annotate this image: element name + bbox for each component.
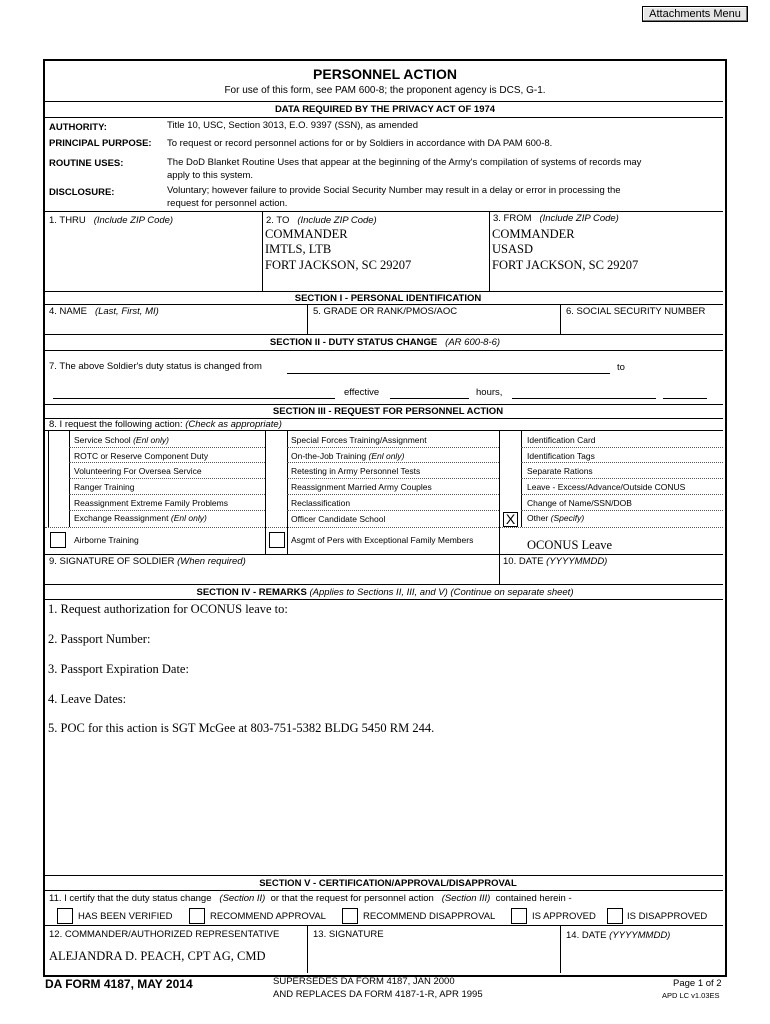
to-field-label: 2. TO (Include ZIP Code) xyxy=(266,215,377,226)
checkbox-reassign-family[interactable] xyxy=(50,495,67,509)
option-recommend-approval: RECOMMEND APPROVAL xyxy=(210,911,326,922)
option-reclassification: Reclassification xyxy=(291,498,351,508)
status-from-field[interactable] xyxy=(287,373,610,374)
checkbox-recommend-disapproval[interactable] xyxy=(342,908,358,924)
soldier-signature-label: 9. SIGNATURE OF SOLDIER (When required) xyxy=(49,556,246,567)
attachments-menu-button[interactable]: Attachments Menu xyxy=(642,6,748,22)
disclosure-label: DISCLOSURE: xyxy=(49,187,115,198)
checkbox-service-school[interactable] xyxy=(50,432,67,446)
checkbox-name-change[interactable] xyxy=(502,495,519,509)
privacy-act-header: DATA REQUIRED BY THE PRIVACY ACT OF 1974 xyxy=(274,104,496,115)
remark-line-1: 1. Request authorization for OCONUS leave to: xyxy=(48,602,288,616)
grade-field-label: 5. GRADE OR RANK/PMOS/AOC xyxy=(313,306,458,317)
option-exchange: Exchange Reassignment (Enl only) xyxy=(74,513,207,523)
hours-field[interactable] xyxy=(512,398,656,399)
to-line-1: COMMANDER xyxy=(265,227,348,241)
option-married-couples: Reassignment Married Army Couples xyxy=(291,482,432,492)
option-leave-excess: Leave - Excess/Advance/Outside CONUS xyxy=(527,482,686,492)
option-recommend-disapproval: RECOMMEND DISAPPROVAL xyxy=(363,911,496,922)
item-8-text: 8. I request the following action: (Check as appropriate) xyxy=(49,419,282,430)
option-retesting: Retesting in Army Personnel Tests xyxy=(291,466,421,476)
routine-uses-text-2: apply to this system. xyxy=(167,170,254,181)
ssn-field[interactable] xyxy=(562,318,720,333)
section-4-header: SECTION IV - REMARKS (Applies to Sections II, III, and V) (Continue on separate sheet) xyxy=(196,587,574,598)
option-name-change: Change of Name/SSN/DOB xyxy=(527,498,632,508)
hours-word: hours, xyxy=(476,387,503,398)
disclosure-text-2: request for personnel action. xyxy=(167,198,288,209)
checkbox-exceptional-family[interactable] xyxy=(269,532,285,548)
checkbox-ocs[interactable] xyxy=(268,511,285,525)
section-3-header: SECTION III - REQUEST FOR PERSONNEL ACTION xyxy=(272,406,504,417)
checkbox-id-tags[interactable] xyxy=(502,448,519,462)
remark-line-2: 2. Passport Number: xyxy=(48,632,151,646)
effective-word: effective xyxy=(344,387,380,398)
grade-field[interactable] xyxy=(309,318,557,333)
supersedes-line-1: SUPERSEDES DA FORM 4187, JAN 2000 xyxy=(273,976,455,987)
soldier-signature-field[interactable] xyxy=(46,568,496,583)
checkbox-has-been-verified[interactable] xyxy=(57,908,73,924)
checkbox-married-couples[interactable] xyxy=(268,479,285,493)
checkbox-recommend-approval[interactable] xyxy=(189,908,205,924)
checkbox-is-disapproved[interactable] xyxy=(607,908,623,924)
option-special-forces: Special Forces Training/Assignment xyxy=(291,435,427,445)
checkbox-rations[interactable] xyxy=(502,463,519,477)
thru-field[interactable] xyxy=(46,228,260,288)
option-other: Other (Specify) xyxy=(527,513,585,523)
remark-line-3: 3. Passport Expiration Date: xyxy=(48,662,189,676)
checkbox-reclassification[interactable] xyxy=(268,495,285,509)
option-ocs: Officer Candidate School xyxy=(291,514,386,524)
section-2-header: SECTION II - DUTY STATUS CHANGE (AR 600-8-6) xyxy=(269,337,501,348)
check-mark-icon: X xyxy=(505,511,516,527)
soldier-date-field[interactable] xyxy=(502,568,720,583)
purpose-text: To request or record personnel actions for or by Soldiers in accordance with DA PAM 600-8. xyxy=(167,138,553,149)
option-has-been-verified: HAS BEEN VERIFIED xyxy=(78,911,173,922)
item-7-text: 7. The above Soldier's duty status is changed from xyxy=(49,361,262,372)
name-field-label: 4. NAME (Last, First, MI) xyxy=(49,306,159,317)
thru-field-label: 1. THRU (Include ZIP Code) xyxy=(49,215,174,226)
purpose-label: PRINCIPAL PURPOSE: xyxy=(49,138,152,149)
section-5-header: SECTION V - CERTIFICATION/APPROVAL/DISAPPROVAL xyxy=(259,878,517,889)
other-specify-value[interactable]: OCONUS Leave xyxy=(527,538,613,552)
status-to-field[interactable] xyxy=(53,398,335,399)
checkbox-is-approved[interactable] xyxy=(511,908,527,924)
form-title: PERSONNEL ACTION xyxy=(313,66,457,82)
extra-field[interactable] xyxy=(663,398,707,399)
routine-uses-label: ROUTINE USES: xyxy=(49,158,124,169)
version-tag: APD LC v1.03ES xyxy=(662,991,720,1000)
name-field[interactable] xyxy=(46,318,304,333)
form-id: DA FORM 4187, MAY 2014 xyxy=(45,977,193,991)
option-oversea: Volunteering For Oversea Service xyxy=(74,466,202,476)
option-id-card: Identification Card xyxy=(527,435,596,445)
checkbox-exchange[interactable] xyxy=(50,511,67,525)
disclosure-text-1: Voluntary; however failure to provide Social Security Number may result in a delay or error in processing the xyxy=(167,185,621,196)
remark-line-4: 4. Leave Dates: xyxy=(48,692,127,706)
from-line-2: USASD xyxy=(492,242,533,256)
checkbox-airborne[interactable] xyxy=(50,532,66,548)
commander-signature-label: 13. SIGNATURE xyxy=(313,929,384,940)
routine-uses-text-1: The DoD Blanket Routine Uses that appear at the beginning of the Army's compilation of systems of records may xyxy=(167,157,642,168)
remark-line-5: 5. POC for this action is SGT McGee at 803-751-5382 BLDG 5450 RM 244. xyxy=(48,721,435,735)
to-line-3: FORT JACKSON, SC 29207 xyxy=(265,258,412,272)
option-reassign-family: Reassignment Extreme Family Problems xyxy=(74,498,228,508)
from-line-1: COMMANDER xyxy=(492,227,575,241)
commander-date-field[interactable] xyxy=(562,943,720,971)
checkbox-oversea[interactable] xyxy=(50,463,67,477)
authority-text: Title 10, USC, Section 3013, E.O. 9397 (SSN), as amended xyxy=(167,120,418,131)
item-11-text: 11. I certify that the duty status change (Section II) or that the request for personnel action (Section III) contained herein - xyxy=(49,893,572,904)
checkbox-special-forces[interactable] xyxy=(268,432,285,446)
option-airborne: Airborne Training xyxy=(74,535,139,545)
checkbox-ojt[interactable] xyxy=(268,448,285,462)
soldier-date-label: 10. DATE (YYYYMMDD) xyxy=(503,556,608,567)
to-field[interactable] xyxy=(265,227,487,287)
checkbox-leave-excess[interactable] xyxy=(502,479,519,493)
rep-label: 12. COMMANDER/AUTHORIZED REPRESENTATIVE xyxy=(49,929,280,940)
checkbox-retesting[interactable] xyxy=(268,463,285,477)
effective-date-field[interactable] xyxy=(390,398,469,399)
option-service-school: Service School (Enl only) xyxy=(74,435,169,445)
form-subtitle: For use of this form, see PAM 600-8; the proponent agency is DCS, G-1. xyxy=(224,85,546,96)
option-ranger: Ranger Training xyxy=(74,482,135,492)
from-field-label: 3. FROM (Include ZIP Code) xyxy=(493,213,619,224)
to-word: to xyxy=(617,362,625,373)
ssn-field-label: 6. SOCIAL SECURITY NUMBER xyxy=(566,306,706,317)
commander-signature-field[interactable] xyxy=(309,941,557,971)
checkbox-rotc[interactable] xyxy=(50,448,67,462)
remarks-area[interactable] xyxy=(46,600,721,873)
option-rotc: ROTC or Reserve Component Duty xyxy=(74,451,209,461)
supersedes-line-2: AND REPLACES DA FORM 4187-1-R, APR 1995 xyxy=(273,989,483,1000)
commander-date-label: 14. DATE (YYYYMMDD) xyxy=(566,930,671,941)
option-exceptional-family: Asgmt of Pers with Exceptional Family Members xyxy=(291,535,474,545)
from-line-3: FORT JACKSON, SC 29207 xyxy=(492,258,639,272)
section-1-header: SECTION I - PERSONAL IDENTIFICATION xyxy=(294,293,482,304)
option-id-tags: Identification Tags xyxy=(527,451,595,461)
option-ojt: On-the-Job Training (Enl only) xyxy=(291,451,405,461)
rep-value[interactable]: ALEJANDRA D. PEACH, CPT AG, CMD xyxy=(49,949,266,963)
option-is-approved: IS APPROVED xyxy=(532,911,596,922)
to-line-2: IMTLS, LTB xyxy=(265,242,332,256)
checkbox-other[interactable] xyxy=(503,512,518,527)
checkbox-ranger[interactable] xyxy=(50,479,67,493)
from-field[interactable] xyxy=(492,227,720,287)
checkbox-id-card[interactable] xyxy=(502,432,519,446)
page-number: Page 1 of 2 xyxy=(673,978,722,989)
authority-label: AUTHORITY: xyxy=(49,122,107,133)
option-rations: Separate Rations xyxy=(527,466,593,476)
option-is-disapproved: IS DISAPPROVED xyxy=(627,911,708,922)
